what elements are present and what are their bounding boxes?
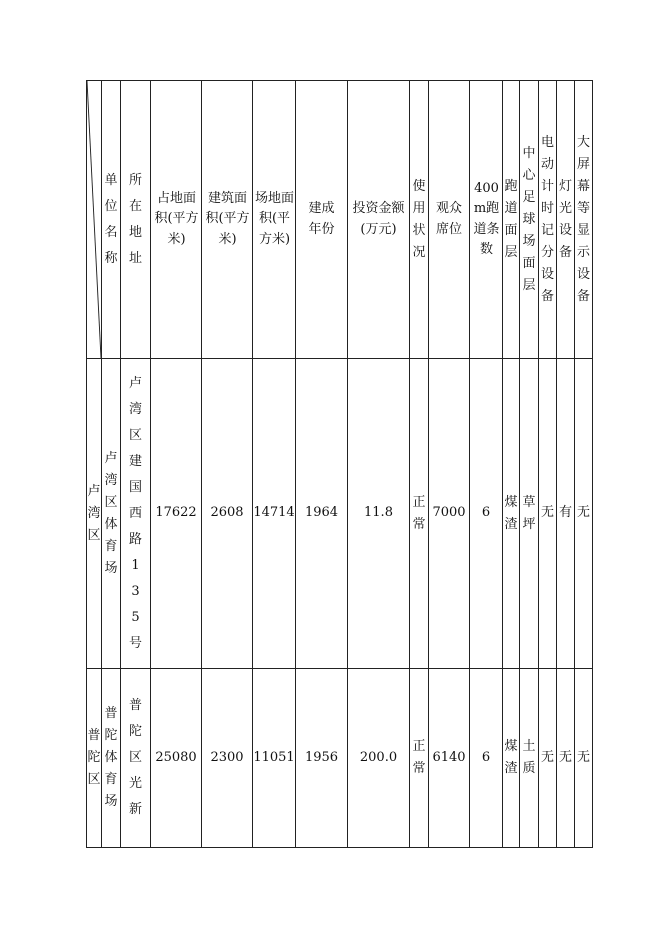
building-area-cell: 2608 — [202, 359, 253, 669]
district-cell: 普陀区 — [87, 669, 102, 848]
usage-status-cell: 正常 — [410, 669, 429, 848]
table-row — [87, 669, 593, 848]
header-seats: 观众席位 — [429, 81, 470, 359]
location-cell: 普陀区光新 — [121, 669, 151, 848]
header-unit-name: 单位名称 — [102, 81, 121, 359]
land-area-cell: 25080 — [151, 669, 202, 848]
header-football-surface: 中心足球场面层 — [520, 81, 539, 359]
electronic-timing-cell: 无 — [539, 359, 557, 669]
diagonal-line — [87, 81, 101, 358]
track-surface-cell: 煤渣 — [503, 669, 520, 848]
header-electronic-timing: 电动计时记分设备 — [539, 81, 557, 359]
table-row — [87, 359, 593, 669]
land-area-cell: 17622 — [151, 359, 202, 669]
header-year-built: 建成年份 — [296, 81, 348, 359]
track-surface-cell: 煤渣 — [503, 359, 520, 669]
header-location: 所在地址 — [121, 81, 151, 359]
header-investment: 投资金额(万元) — [348, 81, 410, 359]
stadium-table — [86, 80, 593, 848]
lighting-cell: 有 — [557, 359, 575, 669]
header-big-screen: 大屏幕等显示设备 — [575, 81, 593, 359]
unit-name-cell: 卢湾区体育场 — [102, 359, 121, 669]
field-area-cell: 14714 — [253, 359, 296, 669]
header-land-area: 占地面积(平方米) — [151, 81, 202, 359]
investment-cell: 11.8 — [348, 359, 410, 669]
track-lanes-cell: 6 — [470, 669, 503, 848]
header-track-lanes: 400m跑道条数 — [470, 81, 503, 359]
big-screen-cell: 无 — [575, 359, 593, 669]
track-lanes-cell: 6 — [470, 359, 503, 669]
corner-cell — [87, 81, 102, 359]
usage-status-cell: 正常 — [410, 359, 429, 669]
football-surface-cell: 草坪 — [520, 359, 539, 669]
seats-cell: 7000 — [429, 359, 470, 669]
investment-cell: 200.0 — [348, 669, 410, 848]
unit-name-cell: 普陀体育场 — [102, 669, 121, 848]
year-built-cell: 1956 — [296, 669, 348, 848]
header-field-area: 场地面积(平方米) — [253, 81, 296, 359]
header-lighting: 灯光设备 — [557, 81, 575, 359]
big-screen-cell: 无 — [575, 669, 593, 848]
football-surface-cell: 土质 — [520, 669, 539, 848]
location-cell: 卢湾区建国西路135号 — [121, 359, 151, 669]
header-usage-status: 使用状况 — [410, 81, 429, 359]
field-area-cell: 11051 — [253, 669, 296, 848]
district-cell: 卢湾区 — [87, 359, 102, 669]
electronic-timing-cell: 无 — [539, 669, 557, 848]
header-building-area: 建筑面积(平方米) — [202, 81, 253, 359]
header-row — [87, 81, 593, 359]
building-area-cell: 2300 — [202, 669, 253, 848]
year-built-cell: 1964 — [296, 359, 348, 669]
header-track-surface: 跑道面层 — [503, 81, 520, 359]
lighting-cell: 无 — [557, 669, 575, 848]
seats-cell: 6140 — [429, 669, 470, 848]
